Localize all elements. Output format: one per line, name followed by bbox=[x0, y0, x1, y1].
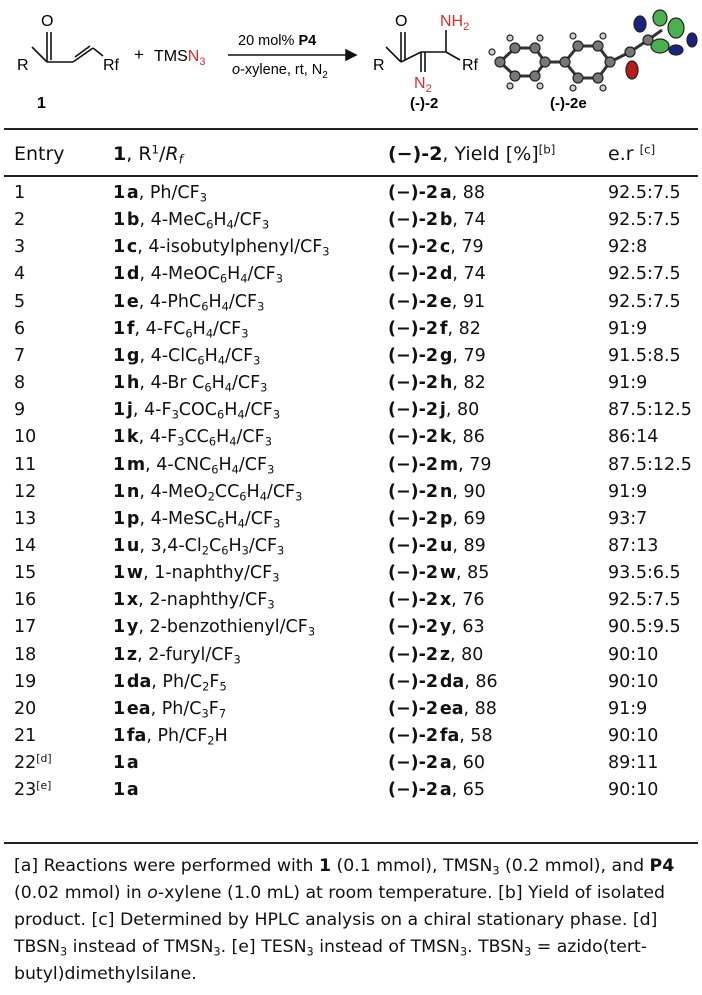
cell-entry: 11 bbox=[14, 454, 37, 475]
cell-entry: 15 bbox=[14, 563, 37, 584]
cell-entry: 7 bbox=[14, 345, 26, 366]
cell-er: 90:10 bbox=[608, 726, 659, 746]
footnote-text: [a] Reactions were performed with 1 (0.1 mmol), $TMSN_3$ (0.2 mmol), and P4 (0.02 mmol) in o-xylene (1.0 mL) at room temperature. [b] Yield of isolated product. [c] Determined by HPLC analysis on a chiral stationary phase. [d] $TBSN_3$ instead of $TMSN_3$. [e] $TESN_3$ instead of $TMSN_3$. $TBSN_3$ = azido(tert-butyl)dimethylsilane. bbox=[14, 856, 675, 984]
cell-yield: (−)-2 k, 86 bbox=[388, 427, 485, 448]
cell-yield: (−)-2 z, 80 bbox=[388, 644, 484, 665]
cell-er: 92:8 bbox=[608, 237, 648, 258]
cell-entry: 21 bbox=[14, 726, 37, 746]
cell-er: 87.5:12.5 bbox=[608, 400, 692, 421]
cell-er: 89:11 bbox=[608, 753, 659, 774]
table-row bbox=[0, 479, 702, 506]
cell-yield: (−)-2 h, 82 bbox=[388, 373, 486, 394]
table-row bbox=[0, 343, 702, 370]
cell-yield: (−)-2 a, 60 bbox=[388, 753, 486, 774]
table-row bbox=[0, 424, 702, 451]
cell-entry: 20 bbox=[14, 698, 37, 719]
cell-substrate: 1 c, $4-isobutylphenyl/CF_3$ bbox=[113, 237, 330, 259]
cell-entry: 23[e] bbox=[14, 779, 52, 801]
table-row bbox=[0, 452, 702, 479]
cell-substrate: 1 g, $4-ClC_6H_4/CF_3$ bbox=[113, 345, 261, 368]
catalyst-label: 20 mol% P4 bbox=[238, 33, 317, 49]
cell-entry: 13 bbox=[14, 508, 37, 529]
cell-substrate: 1 ea, $Ph/C_3F_7$ bbox=[113, 698, 227, 721]
table-row bbox=[0, 642, 702, 669]
cell-substrate: 1 b, $4-MeC_6H_4/CF_3$ bbox=[113, 210, 270, 232]
cell-er: 90:10 bbox=[608, 671, 659, 692]
cell-yield: (−)-2 w, 85 bbox=[388, 563, 490, 584]
cell-yield: (−)-2 fa, 58 bbox=[388, 726, 493, 746]
header-yield: (−)-2, Yield [%][b] bbox=[388, 142, 556, 165]
table-row bbox=[0, 506, 702, 533]
cell-substrate: 1 a bbox=[113, 780, 139, 801]
cell-er: 91.5:8.5 bbox=[608, 345, 681, 366]
cell-entry: 16 bbox=[14, 590, 37, 611]
product-r: R bbox=[373, 57, 385, 74]
cell-substrate: 1 m, $4-CNC_6H_4/CF_3$ bbox=[113, 454, 275, 476]
cell-entry: 8 bbox=[14, 373, 26, 394]
table-row bbox=[0, 180, 702, 207]
header-bottom-rule bbox=[4, 175, 698, 177]
product-oxygen: O bbox=[395, 13, 408, 30]
cell-er: 91:9 bbox=[608, 373, 648, 394]
table-footnotes bbox=[14, 853, 698, 988]
cell-yield: (−)-2 n, 90 bbox=[388, 481, 486, 502]
plus-sign: + bbox=[134, 45, 144, 64]
compound-1-label: 1 bbox=[37, 95, 46, 112]
cell-yield: (−)-2 ea, 88 bbox=[388, 698, 497, 719]
product-structure bbox=[386, 30, 460, 72]
cell-substrate: 1 da, $Ph/C_2F_5$ bbox=[113, 671, 227, 694]
enone-rf: Rf bbox=[103, 57, 119, 74]
cell-yield: (−)-2 da, 86 bbox=[388, 671, 498, 692]
cell-er: 86:14 bbox=[608, 427, 659, 448]
table-row bbox=[0, 207, 702, 234]
enone-oxygen: O bbox=[41, 13, 54, 30]
table-row bbox=[0, 234, 702, 261]
cell-substrate: 1 w, $1-naphthy/CF_3$ bbox=[113, 563, 280, 585]
cell-entry: 17 bbox=[14, 617, 37, 638]
cell-yield: (−)-2 u, 89 bbox=[388, 535, 486, 556]
cell-entry: 4 bbox=[14, 264, 26, 285]
cell-er: 92.5:7.5 bbox=[608, 210, 681, 231]
cell-er: 92.5:7.5 bbox=[608, 291, 681, 312]
cell-entry: 18 bbox=[14, 644, 37, 665]
table-row bbox=[0, 261, 702, 288]
cell-entry: 10 bbox=[14, 427, 37, 448]
cell-er: 91:9 bbox=[608, 698, 648, 719]
cell-yield: (−)-2 f, 82 bbox=[388, 318, 481, 339]
cell-yield: (−)-2 y, 63 bbox=[388, 617, 485, 638]
table-row bbox=[0, 397, 702, 424]
product-n2: $N_2$ bbox=[414, 75, 432, 95]
table-row bbox=[0, 696, 702, 723]
table-row bbox=[0, 533, 702, 560]
table-row bbox=[0, 587, 702, 614]
cell-substrate: 1 p, $4-MeSC_6H_4/CF_3$ bbox=[113, 508, 281, 531]
cell-yield: (−)-2 a, 88 bbox=[388, 183, 486, 203]
cell-yield: (−)-2 e, 91 bbox=[388, 291, 486, 312]
cell-er: 91:9 bbox=[608, 318, 648, 339]
cell-yield: (−)-2 a, 65 bbox=[388, 780, 486, 801]
cell-substrate: 1 j, $4-F_3COC_6H_4/CF_3$ bbox=[113, 400, 281, 422]
cell-er: 93.5:6.5 bbox=[608, 563, 681, 584]
cell-entry: 22[d] bbox=[14, 752, 52, 774]
cell-substrate: 1 d, $4-MeOC_6H_4/CF_3$ bbox=[113, 264, 283, 286]
cell-er: 90:10 bbox=[608, 644, 659, 665]
cell-er: 92.5:7.5 bbox=[608, 590, 681, 611]
table-row bbox=[0, 289, 702, 316]
cell-entry: 6 bbox=[14, 318, 26, 339]
table-row bbox=[0, 777, 702, 804]
table-row bbox=[0, 723, 702, 750]
cell-entry: 2 bbox=[14, 210, 26, 231]
cell-yield: (−)-2 b, 74 bbox=[388, 210, 486, 231]
cell-yield: (−)-2 g, 79 bbox=[388, 345, 486, 366]
cell-substrate: 1 y, $2-benzothienyl/CF_3$ bbox=[113, 617, 316, 639]
header-entry: Entry bbox=[14, 143, 65, 165]
table-row bbox=[0, 560, 702, 587]
compound-2e-label: (-)-2e bbox=[550, 95, 587, 112]
conditions-label: o-xylene, rt, $N_2$ bbox=[232, 62, 328, 81]
cell-entry: 12 bbox=[14, 481, 37, 502]
cell-substrate: 1 k, $4-F_3CC_6H_4/CF_3$ bbox=[113, 427, 272, 449]
enone-r: R bbox=[17, 57, 29, 74]
cell-er: 87:13 bbox=[608, 535, 659, 556]
azide-reagent: $TMSN_3$ bbox=[154, 48, 206, 68]
cell-substrate: 1 u, $3,4-Cl_2C_6H_3/CF_3$ bbox=[113, 535, 285, 558]
cell-yield: (−)-2 d, 74 bbox=[388, 264, 486, 285]
table-row bbox=[0, 614, 702, 641]
header-substrate: 1, $R^1/R_f$ bbox=[113, 142, 183, 167]
crystal-structure-image bbox=[489, 10, 697, 91]
cell-entry: 5 bbox=[14, 291, 26, 312]
cell-substrate: 1 e, $4-PhC_6H_4/CF_3$ bbox=[113, 291, 265, 313]
cell-substrate: 1 a bbox=[113, 753, 139, 774]
cell-er: 87.5:12.5 bbox=[608, 454, 692, 475]
cell-yield: (−)-2 x, 76 bbox=[388, 590, 485, 611]
table-top-rule bbox=[4, 128, 698, 130]
cell-substrate: 1 n, $4-MeO_2CC_6H_4/CF_3$ bbox=[113, 481, 303, 504]
cell-substrate: 1 a, $Ph/CF_3$ bbox=[113, 183, 207, 205]
enone-structure bbox=[32, 32, 103, 62]
cell-substrate: 1 x, $2-naphthy/CF_3$ bbox=[113, 590, 275, 612]
reaction-scheme bbox=[0, 0, 702, 120]
cell-er: 92.5:7.5 bbox=[608, 264, 681, 285]
table-row bbox=[0, 750, 702, 777]
cell-yield: (−)-2 p, 69 bbox=[388, 508, 486, 529]
cell-er: 90.5:9.5 bbox=[608, 617, 681, 638]
cell-yield: (−)-2 j, 80 bbox=[388, 400, 480, 421]
cell-yield: (−)-2 c, 79 bbox=[388, 237, 484, 258]
cell-entry: 3 bbox=[14, 237, 26, 258]
table-row bbox=[0, 316, 702, 343]
cell-er: 91:9 bbox=[608, 481, 648, 502]
cell-substrate: 1 h, 4-Br $C_6H_4/CF_3$ bbox=[113, 373, 268, 395]
compound-2-label: (-)-2 bbox=[410, 95, 439, 112]
product-rf: Rf bbox=[462, 57, 478, 74]
cell-er: 93:7 bbox=[608, 508, 648, 529]
cell-entry: 14 bbox=[14, 535, 37, 556]
cell-entry: 1 bbox=[14, 183, 26, 203]
cell-substrate: 1 z, $2-furyl/CF_3$ bbox=[113, 644, 241, 666]
reaction-arrow bbox=[228, 50, 356, 60]
table-bottom-rule bbox=[4, 842, 698, 844]
cell-yield: (−)-2 m, 79 bbox=[388, 454, 492, 475]
cell-er: 92.5:7.5 bbox=[608, 183, 681, 203]
table-row bbox=[0, 370, 702, 397]
table-row bbox=[0, 669, 702, 696]
cell-entry: 19 bbox=[14, 671, 37, 692]
header-er: e.r [c] bbox=[608, 142, 656, 165]
cell-er: 90:10 bbox=[608, 780, 659, 801]
cell-entry: 9 bbox=[14, 400, 26, 421]
cell-substrate: 1 f, $4-FC_6H_4/CF_3$ bbox=[113, 318, 249, 341]
product-nh2: $NH_2$ bbox=[440, 13, 470, 33]
cell-substrate: 1 fa, $Ph/CF_2H$ bbox=[113, 726, 228, 748]
